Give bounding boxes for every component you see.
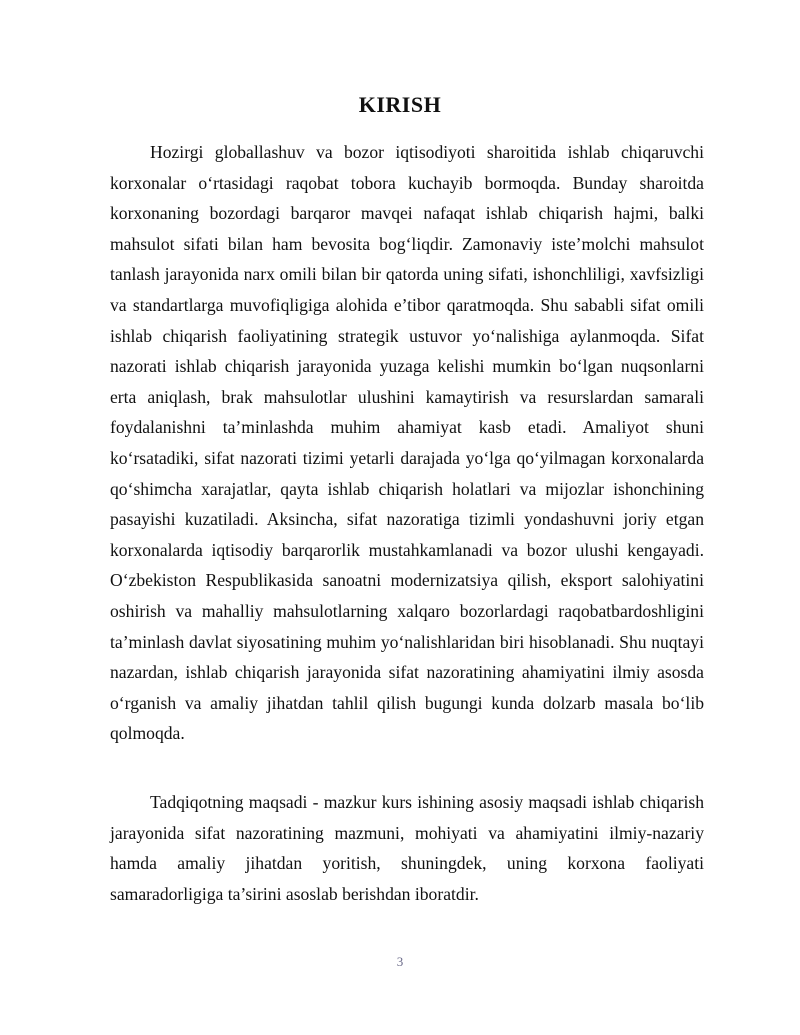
page-title: KIRISH <box>358 92 442 117</box>
page-number: 3 <box>396 954 404 969</box>
paragraph-research-goal: Tadqiqotning maqsadi - mazkur kurs ishining asosiy maqsadi ishlab chiqarish jarayonida sifat nazoratining mazmuni, mohiyati va ahamiyatini ilmiy-nazariy hamda amaliy jihatdan yoritish, shuningdek, uning korxona faoliyati samaradorligiga ta’sirini asoslab berishdan iboratdir. <box>110 792 704 904</box>
paragraph-introduction: Hozirgi globallashuv va bozor iqtisodiyoti sharoitida ishlab chiqaruvchi korxonalar o‘rtasidagi raqobat tobora kuchayib bormoqda. Bunday sharoitda korxonaning bozordagi barqaror mavqei nafaqat ishlab chiqarish hajmi, balki mahsulot sifati bilan ham bevosita bog‘liqdir. Zamonaviy iste’molchi mahsulot tanlash jarayonida narx omili bilan bir qatorda uning sifati, ishonchliligi, xavfsizligi va standartlarga muvofiqligiga alohida e’tibor qaratmoqda. Shu sababli sifat omili ishlab chiqarish faoliyatining strategik ustuvor yo‘nalishiga aylanmoqda. Sifat nazorati ishlab chiqarish jarayonida yuzaga kelishi mumkin bo‘lgan nuqsonlarni erta aniqlash, brak mahsulotlar ulushini kamaytirish va resurslardan samarali foydalanishni ta’minlashda muhim ahamiyat kasb etadi. Amaliyot shuni ko‘rsatadiki, sifat nazorati tizimi yetarli darajada yo‘lga qo‘yilmagan korxonalarda qo‘shimcha xarajatlar, qayta ishlab chiqarish holatlari va mijozlar ishonchining pasayishi kuzatiladi. Aksincha, sifat nazoratiga tizimli yondashuvni joriy etgan korxonalarda iqtisodiy barqarorlik mustahkamlanadi va bozor ulushi kengayadi. O‘zbekiston Respublikasida sanoatni modernizatsiya qilish, eksport salohiyatini oshirish va mahalliy mahsulotlarning xalqaro bozorlardagi raqobatbardoshligini ta’minlash davlat siyosatining muhim yo‘nalishlaridan biri hisoblanadi. Shu nuqtayi nazardan, ishlab chiqarish jarayonida sifat nazoratining ahamiyatini ilmiy asosda o‘rganish va amaliy jihatdan tahlil qilish bugungi kunda dolzarb masala bo‘lib qolmoqda. <box>110 142 704 744</box>
